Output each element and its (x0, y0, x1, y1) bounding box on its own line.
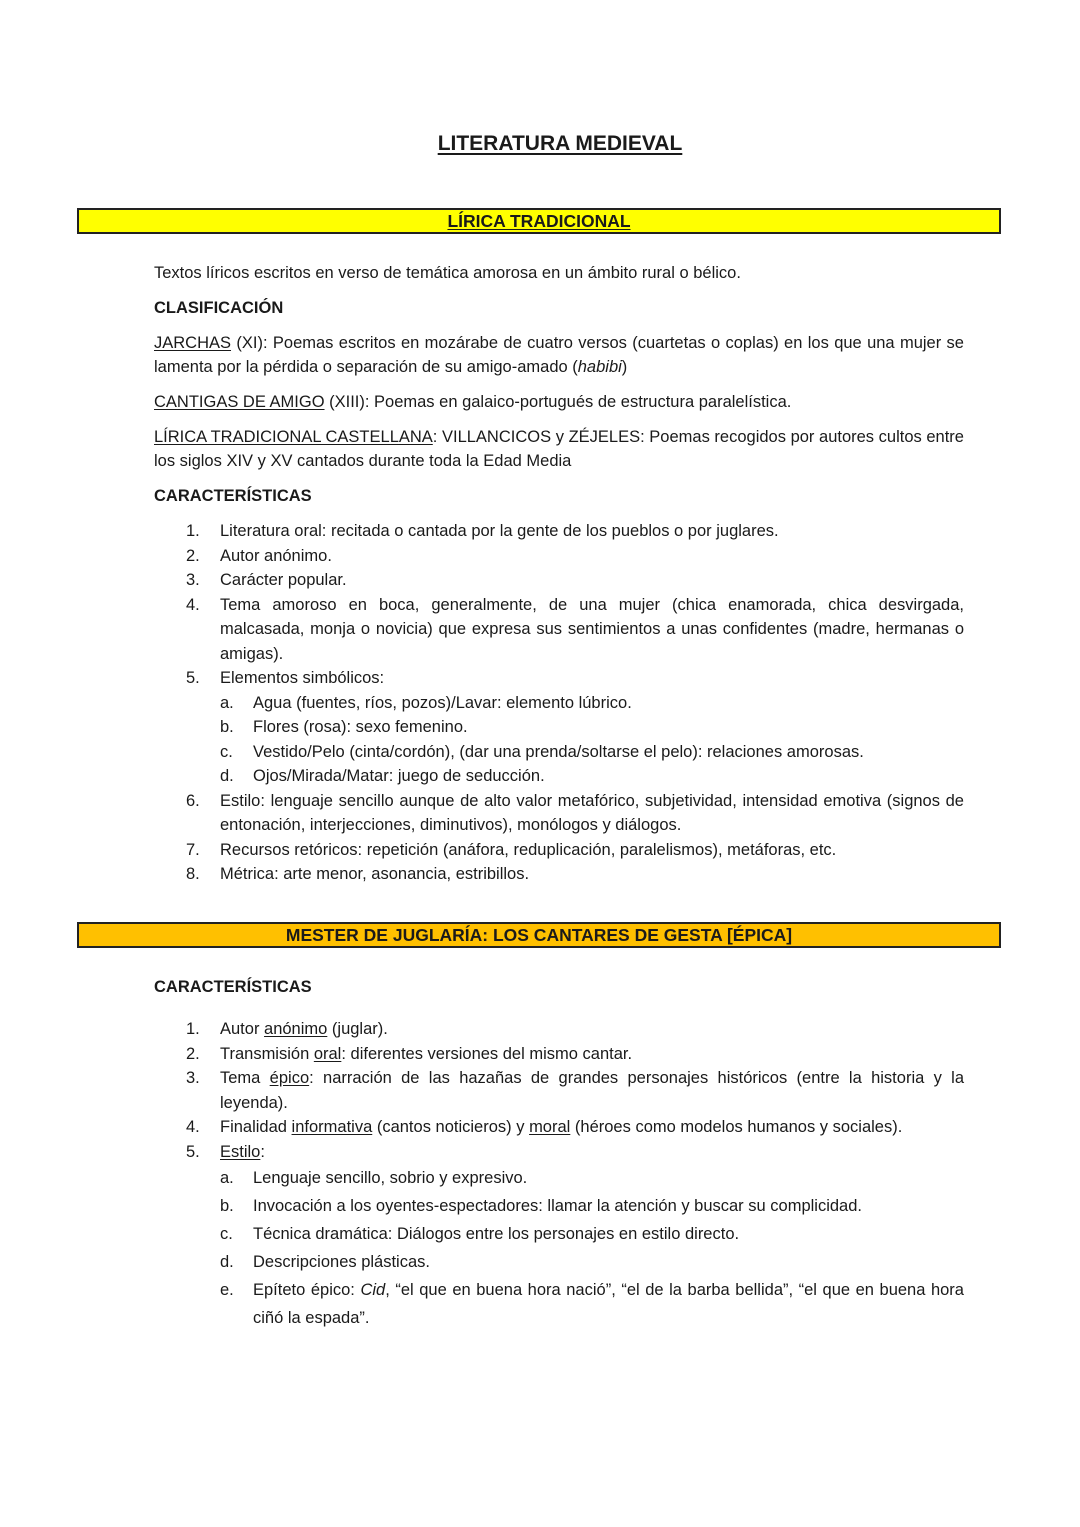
castellana-text: : VILLANCICOS y ZÉJELES: Poemas recogidos por autores cultos entre los siglos XIV y XV cantados durante toda la Edad Media (154, 428, 964, 470)
castellana-label: LÍRICA TRADICIONAL CASTELLANA (154, 428, 433, 446)
list-item: 4. Finalidad informativa (cantos noticieros) y moral (héroes como modelos humanos y sociales). (186, 1118, 903, 1136)
list-item: 5. Estilo: a. Lenguaje sencillo, sobrio y expresivo. b. Invocación a los oyentes-espectadores: llamar la atención y buscar su complicidad. c. Técnica dramática: Diálogos entre los personajes en estilo directo. d. Descripciones plásticas. e. Epíteto épico: Cid, “el que en buena hora nació”, “el de la barba bellida”, “el que en buena hora ciñó la espada”. (154, 1140, 964, 1333)
banner-title: MESTER DE JUGLARÍA: LOS CANTARES DE GESTA [ÉPICA] (285, 925, 793, 945)
section-banner-mester (77, 922, 1001, 948)
estilo-sublist (220, 1164, 964, 1332)
caracteristicas-heading: CARACTERÍSTICAS (154, 487, 312, 505)
page-title: LITERATURA MEDIEVAL (437, 132, 683, 155)
sublist-item: a. Lenguaje sencillo, sobrio y expresivo. (220, 1169, 528, 1187)
list-item: 3. Carácter popular. (186, 571, 347, 589)
sublist-item: e. Epíteto épico: Cid, “el que en buena hora nació”, “el de la barba bellida”, “el que en buena hora ciñó la espada”. (220, 1281, 964, 1327)
list-item: 7. Recursos retóricos: repetición (anáfora, reduplicación, paralelismos), metáforas, etc. (186, 840, 837, 859)
clasificacion-heading: CLASIFICACIÓN (154, 299, 284, 317)
jarchas-label: JARCHAS (154, 334, 232, 352)
list-item: 8. Métrica: arte menor, asonancia, estribillos. (186, 865, 530, 883)
simbolos-sublist (220, 691, 964, 789)
cantigas-text: (XIII): Poemas en galaico-portugués de estructura paralelística. (324, 393, 792, 411)
sublist-item: d. Descripciones plásticas. (220, 1253, 430, 1271)
cantigas-label: CANTIGAS DE AMIGO (154, 393, 325, 411)
list-item: 3. Tema épico: narración de las hazañas de grandes personajes históricos (entre la historia y la leyenda). (186, 1069, 964, 1112)
sublist-item: b. Flores (rosa): sexo femenino. (220, 718, 468, 736)
sublist-item: c. Técnica dramática: Diálogos entre los personajes en estilo directo. (220, 1225, 740, 1243)
mester-section (154, 975, 964, 1332)
banner-title: LÍRICA TRADICIONAL (447, 211, 631, 231)
sublist-item: b. Invocación a los oyentes-espectadores: llamar la atención y buscar su complicidad. (220, 1197, 862, 1215)
lirica-section (154, 261, 964, 887)
list-item: 2. Autor anónimo. (186, 546, 332, 565)
intro-paragraph: Textos líricos escritos en verso de temática amorosa en un ámbito rural o bélico. (154, 264, 741, 282)
jarchas-end: ) (621, 358, 628, 376)
list-item: 4. Tema amoroso en boca, generalmente, de una mujer (chica enamorada, chica desvirgada, malcasada, monja o novicia) que expresa sus sentimientos a unas confidentes (madre, hermanas o amigas). (186, 595, 964, 663)
sublist-item: c. Vestido/Pelo (cinta/cordón), (dar una prenda/soltarse el pelo): relaciones amorosas. (220, 742, 864, 761)
list-item: 1. Literatura oral: recitada o cantada por la gente de los pueblos o por juglares. (186, 522, 779, 540)
list-item: 2. Transmisión oral: diferentes versiones del mismo cantar. (186, 1044, 633, 1063)
caracteristicas-list (154, 519, 964, 887)
habibi-term: habibi (577, 358, 622, 376)
jarchas-text: (XI): Poemas escritos en mozárabe de cuatro versos (cuartetas o coplas) en los que una mujer se lamenta por la pérdida o separación de su amigo-amado ( (154, 334, 964, 376)
sublist-item: a. Agua (fuentes, ríos, pozos)/Lavar: elemento lúbrico. (220, 693, 632, 712)
sublist-item: d. Ojos/Mirada/Matar: juego de seducción. (220, 767, 545, 785)
cantigas-paragraph (154, 390, 964, 414)
section-banner-lirica (77, 208, 1001, 234)
jarchas-paragraph (154, 331, 964, 379)
caracteristicas-heading: CARACTERÍSTICAS (154, 978, 312, 996)
list-item: 5. Elementos simbólicos: a. Agua (fuentes, ríos, pozos)/Lavar: elemento lúbrico. b. Flores (rosa): sexo femenino. c. Vestido/Pelo (cinta/cordón), (dar una prenda/soltarse el pelo): relaciones amorosas. d. Ojos/Mirada/Matar: juego de seducción. (154, 666, 964, 789)
mester-caracteristicas-list (154, 1017, 964, 1332)
castellana-paragraph (154, 425, 964, 473)
list-item: 1. Autor anónimo (juglar). (186, 1020, 388, 1038)
list-item: 6. Estilo: lenguaje sencillo aunque de alto valor metafórico, subjetividad, intensidad emotiva (signos de entonación, interjecciones, diminutivos), monólogos y diálogos. (186, 791, 964, 834)
